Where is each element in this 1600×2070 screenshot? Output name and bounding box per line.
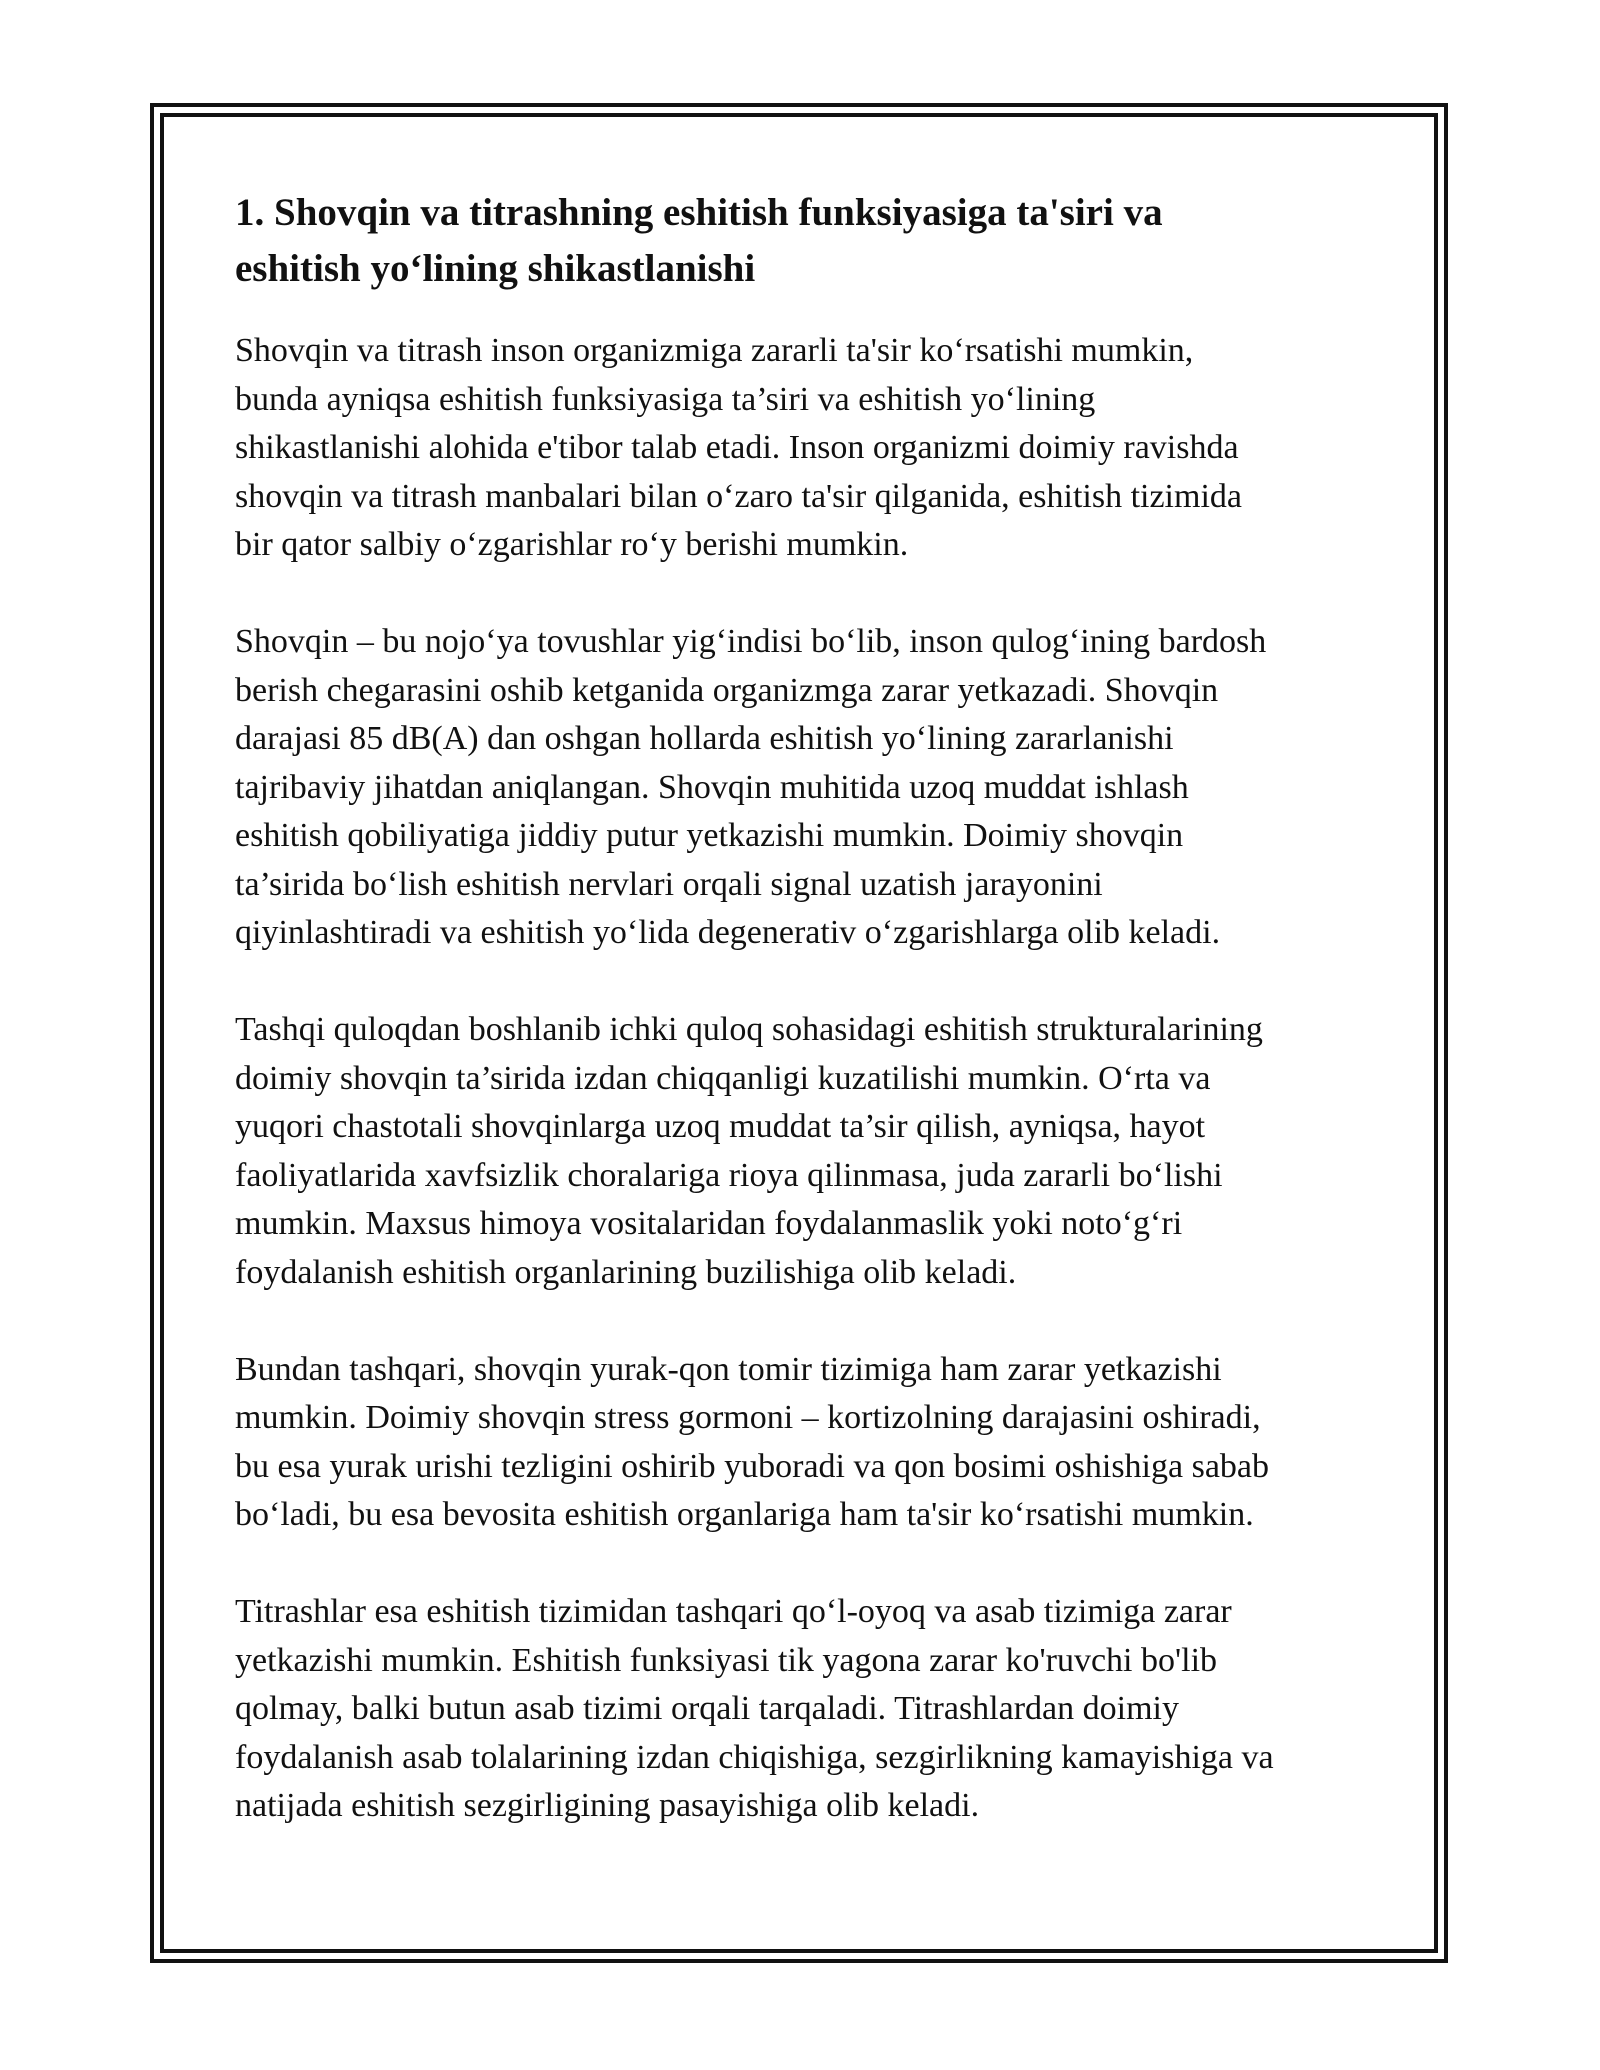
text-line: ta’sirida bo‘lish eshitish nervlari orqali signal uzatish jarayonini	[235, 865, 1103, 903]
text-line: qolmay, balki butun asab tizimi orqali tarqaladi. Titrashlardan doimiy	[235, 1690, 1179, 1727]
text-line: yetkazishi mumkin. Eshitish funksiyasi tik yagona zarar ko'ruvchi bo'lib	[235, 1641, 1218, 1679]
paragraph-3	[235, 1006, 1375, 1297]
section-heading	[235, 185, 1375, 297]
text-line: doimiy shovqin ta’sirida izdan chiqqanligi kuzatilishi mumkin. O‘rta va	[235, 1059, 1211, 1097]
text-line: faoliyatlarida xavfsizlik choralariga rioya qilinmasa, juda zararli bo‘lishi	[235, 1156, 1223, 1194]
text-line: qiyinlashtiradi va eshitish yo‘lida degenerativ o‘zgarishlarga olib keladi.	[235, 914, 1221, 951]
text-line: darajasi 85 dB(A) dan oshgan hollarda eshitish yo‘lining zararlanishi	[235, 720, 1174, 757]
paragraph-4	[235, 1346, 1375, 1540]
text-line: eshitish qobiliyatiga jiddiy putur yetkazishi mumkin. Doimiy shovqin	[235, 817, 1184, 854]
text-line: mumkin. Doimiy shovqin stress gormoni – kortizolning darajasini oshiradi,	[235, 1399, 1261, 1436]
heading-line: eshitish yo‘lining shikastlanishi	[235, 247, 756, 290]
paragraph-2	[235, 618, 1375, 958]
text-line: mumkin. Maxsus himoya vositalaridan foydalanmaslik yoki noto‘g‘ri	[235, 1205, 1183, 1242]
text-line: bir qator salbiy o‘zgarishlar ro‘y berishi mumkin.	[235, 526, 909, 563]
text-line: foydalanish asab tolalarining izdan chiqishiga, sezgirlikning kamayishiga va	[235, 1738, 1274, 1776]
text-line: natijada eshitish sezgirligining pasayishiga olib keladi.	[235, 1787, 980, 1824]
text-line: shikastlanishi alohida e'tibor talab etadi. Inson organizmi doimiy ravishda	[235, 429, 1239, 466]
text-line: bo‘ladi, bu esa bevosita eshitish organlariga ham ta'sir ko‘rsatishi mumkin.	[235, 1496, 1254, 1533]
text-line: bunda ayniqsa eshitish funksiyasiga ta’siri va eshitish yo‘lining	[235, 380, 1096, 418]
text-line: bu esa yurak urishi tezligini oshirib yuboradi va qon bosimi oshishiga sabab	[235, 1447, 1270, 1485]
text-line: Shovqin – bu nojo‘ya tovushlar yig‘indisi bo‘lib, inson qulog‘ining bardosh	[235, 623, 1267, 660]
text-line: foydalanish eshitish organlarining buzilishiga olib keladi.	[235, 1253, 1017, 1291]
text-line: Shovqin va titrash inson organizmiga zararli ta'sir ko‘rsatishi mumkin,	[235, 332, 1194, 369]
text-line: shovqin va titrash manbalari bilan o‘zaro ta'sir qilganida, eshitish tizimida	[235, 477, 1242, 515]
text-line: Bundan tashqari, shovqin yurak-qon tomir tizimiga ham zarar yetkazishi	[235, 1350, 1222, 1388]
text-line: berish chegarasini oshib ketganida organizmga zarar yetkazadi. Shovqin	[235, 671, 1219, 709]
text-line: tajribaviy jihatdan aniqlangan. Shovqin muhitida uzoq muddat ishlash	[235, 768, 1189, 806]
paragraph-1	[235, 327, 1375, 570]
heading-line: 1. Shovqin va titrashning eshitish funksiyasiga ta'siri va	[235, 191, 1163, 234]
text-line: yuqori chastotali shovqinlarga uzoq muddat ta’sir qilish, ayniqsa, hayot	[235, 1108, 1206, 1145]
document-body	[235, 185, 1375, 1879]
text-line: Titrashlar esa eshitish tizimidan tashqari qo‘l-oyoq va asab tizimiga zarar	[235, 1593, 1232, 1630]
text-line: Tashqi quloqdan boshlanib ichki quloq sohasidagi eshitish strukturalarining	[235, 1011, 1263, 1048]
paragraph-5	[235, 1588, 1375, 1831]
